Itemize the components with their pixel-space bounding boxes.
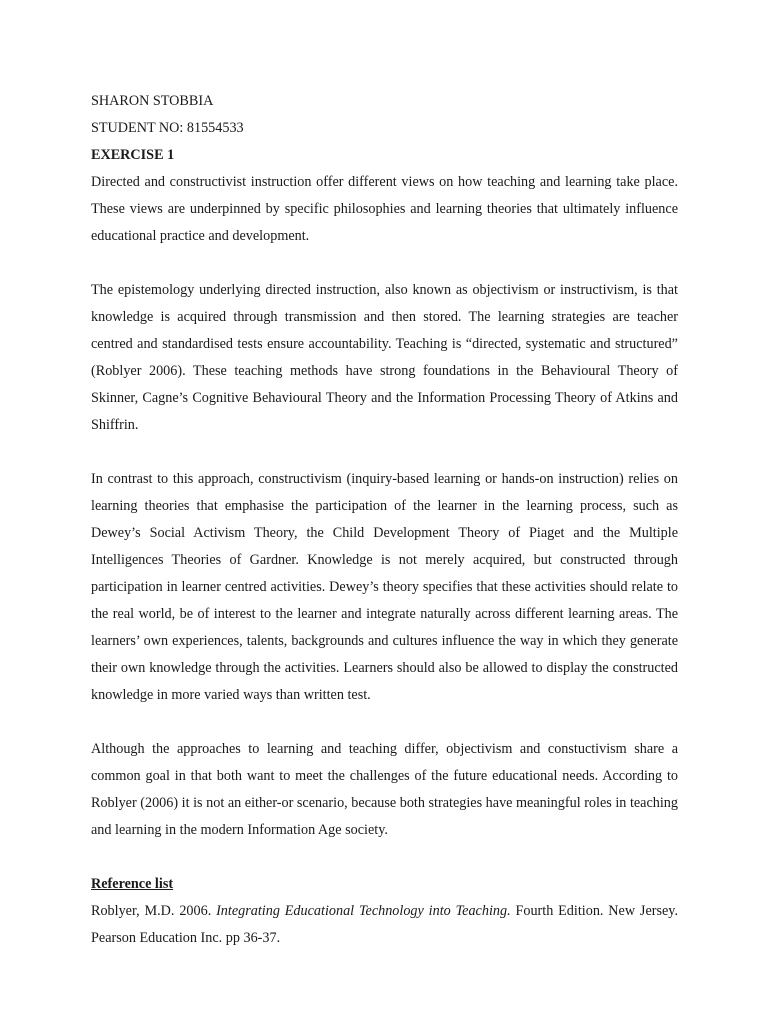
body-paragraph-3: In contrast to this approach, constructivism (inquiry-based learning or hands-on instruction) relies on learning theories that emphasise the participation of the learner in the learning process, such as Dewey’s Social Activism Theory, the Child Development Theory of Piaget and the Multiple Intelligences Theories of Gardner. Knowledge is not merely acquired, but constructed through participation in learner centred activities. Dewey’s theory specifies that these activities should relate to the real world, be of interest to the learner and integrate naturally across different learning areas. The learners’ own experiences, talents, backgrounds and cultures influence the way in which they generate their own knowledge through the activities. Learners should also be allowed to display the constructed knowledge in more varied ways than written test. <box>91 471 678 703</box>
body-paragraph-1: Directed and constructivist instruction offer different views on how teaching and learning take place. These views are underpinned by specific philosophies and learning theories that ultimately influence educational practice and development. <box>91 174 678 244</box>
exercise-title: EXERCISE 1 <box>91 147 175 163</box>
document-page <box>91 88 678 952</box>
reference-authors-year: Roblyer, M.D. 2006. <box>91 903 217 919</box>
author-name: SHARON STOBBIA <box>91 93 214 109</box>
reference-publication-details: Fourth Edition. New Jersey. Pearson Education Inc. pp 36-37. <box>91 903 678 946</box>
reference-title: Integrating Educational Technology into Teaching. <box>216 903 511 919</box>
reference-list-heading: Reference list <box>91 876 174 892</box>
student-number: STUDENT NO: 81554533 <box>91 120 244 136</box>
body-paragraph-4: Although the approaches to learning and teaching differ, objectivism and constuctivism share a common goal in that both want to meet the challenges of the future educational needs. According to Roblyer (2006) it is not an either-or scenario, because both strategies have meaningful roles in teaching and learning in the modern Information Age society. <box>91 741 678 838</box>
body-paragraph-2: The epistemology underlying directed instruction, also known as objectivism or instructivism, is that knowledge is acquired through transmission and then stored. The learning strategies are teacher centred and standardised tests ensure accountability. Teaching is “directed, systematic and structured” (Roblyer 2006). These teaching methods have strong foundations in the Behavioural Theory of Skinner, Cagne’s Cognitive Behavioural Theory and the Information Processing Theory of Atkins and Shiffrin. <box>91 282 678 433</box>
reference-entry <box>91 898 678 952</box>
